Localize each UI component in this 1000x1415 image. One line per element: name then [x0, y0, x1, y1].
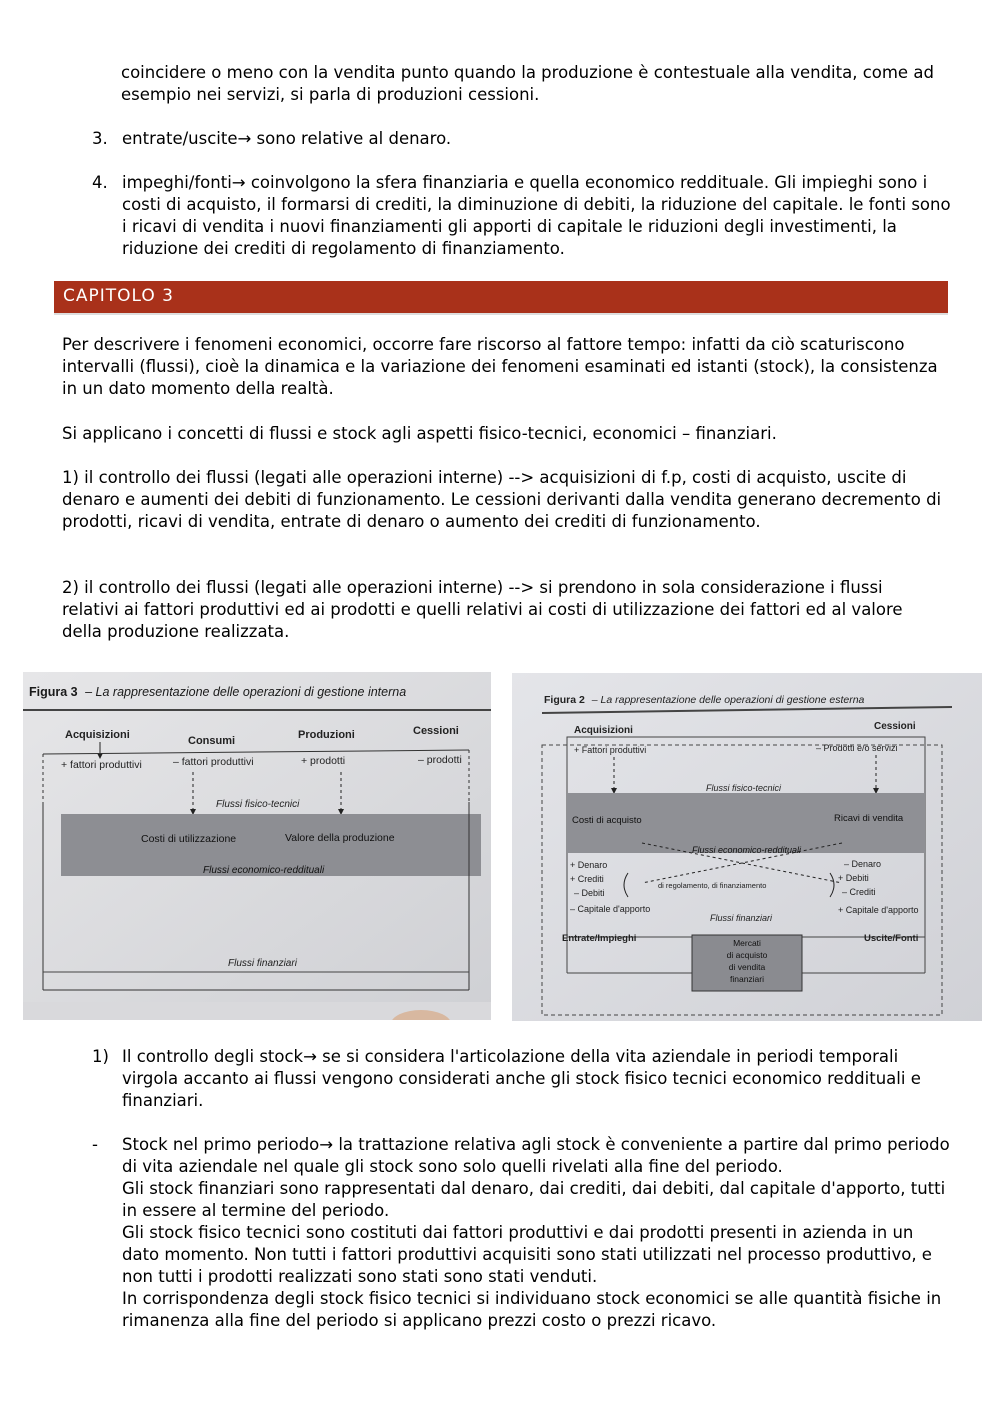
entrate-impieghi: Entrate/Impieghi [562, 933, 637, 944]
svg-text:Figura 3 – La rapprese [29, 685, 406, 699]
right-item-2: + Debiti [838, 873, 869, 883]
mercati-line-1: Mercati [733, 938, 761, 948]
col-cessioni: Cessioni [874, 721, 916, 732]
prodotti-minus: – Prodotti e/o servizi [816, 743, 898, 753]
fattori-minus: – fattori produttivi [173, 756, 254, 768]
col-consumi: Consumi [188, 735, 236, 747]
costi-acquisto: Costi di acquisto [572, 815, 642, 826]
list-text: Il controllo degli stock→ se si considera l'articolazione della vita aziendale in periodi temporali virgola accanto ai flussi vengono considerati anche gli stock fisico tecnici economico reddituali e finanziari. [122, 1047, 921, 1110]
stock-list-item-dash [92, 1134, 952, 1332]
flussi-economico-reddituali: Flussi economico-reddituali [203, 865, 325, 876]
left-item-4: – Capitale d'apporto [570, 904, 651, 914]
regolamento-label: di regolamento, di finanziamento [658, 881, 767, 890]
fattori-plus: + fattori produttivi [61, 759, 142, 771]
stock-economici: In corrispondenza degli stock fisico tecnici si individuano stock economici se alle quantità fisiche in rimanenza alla fine del periodo si applicano prezzi costo o prezzi ricavo. [122, 1289, 942, 1330]
col-acquisizioni: Acquisizioni [65, 729, 130, 741]
figure-3-image [23, 672, 491, 1020]
prodotti-plus: + prodotti [301, 755, 346, 767]
list-text: entrate/uscite→ sono relative al denaro. [122, 129, 452, 148]
prodotti-minus: – prodotti [418, 754, 462, 766]
list-item-3 [92, 128, 952, 150]
flussi-finanziari: Flussi finanziari [710, 913, 773, 923]
paragraph-flows-1: 1) il controllo dei flussi (legati alle operazioni interne) --> acquisizioni di f.p, costi di acquisto, uscite di denaro e aumenti dei debiti di funzionamento. Le cessioni derivanti dalla vendita generano decremento di prodotti, ricavi di vendita, entrate di denaro o aumento dei crediti di funzionamento. [62, 468, 942, 531]
right-item-1: – Denaro [844, 859, 882, 869]
list-number: 3. [92, 129, 108, 148]
fattori-plus: + Fattori produttivi [574, 745, 647, 755]
uscite-fonti: Uscite/Fonti [864, 933, 919, 944]
valore-produzione: Valore della produzione [285, 832, 395, 844]
paragraph-concepts: Si applicano i concetti di flussi e stock agli aspetti fisico-tecnici, economici – finanziari. [62, 424, 777, 443]
list-number: 4. [92, 173, 108, 192]
paragraph-intro: Per descrivere i fenomeni economici, occorre fare riscorso al fattore tempo: infatti da ciò scaturiscono intervalli (flussi), cioè la dinamica e la variazione dei fenomeni esaminati ed istanti (stock), la consistenza in un dato momento della realtà. [62, 335, 938, 398]
list-text: impeghi/fonti→ coinvolgono la sfera finanziaria e quella economico reddituale. Gli impieghi sono i costi di acquisto, il formarsi di crediti, la diminuzione di debiti, la riduzione del capitale. le fonti sono i ricavi di vendita i nuovi finanziamenti gli apporti di capitale le riduzioni degli investimenti, la riduzione dei crediti di regolamento di finanziamento. [122, 173, 951, 258]
left-item-2: + Crediti [570, 874, 604, 884]
left-item-3: – Debiti [574, 888, 605, 898]
flussi-fisico-tecnici: Flussi fisico-tecnici [706, 783, 782, 793]
ricavi-vendita: Ricavi di vendita [834, 813, 904, 824]
flussi-finanziari: Flussi finanziari [228, 958, 297, 969]
list-bullet: - [92, 1135, 98, 1154]
col-cessioni: Cessioni [413, 725, 459, 737]
figure-2-label: Figura 2 [544, 694, 585, 706]
paragraph-flows-2: 2) il controllo dei flussi (legati alle operazioni interne) --> si prendono in sola considerazione i flussi relativi ai fattori produttivi ed ai prodotti e quelli relativi ai costi di utilizzazione dei fattori ed al valore della produzione realizzata. [62, 578, 903, 641]
figure-2-image [512, 673, 982, 1021]
svg-text:Figura 2 – La rapprese [544, 694, 865, 706]
left-item-1: + Denaro [570, 860, 608, 870]
mercati-line-4: finanziari [729, 974, 765, 984]
list-continuation-text: coincidere o meno con la vendita punto quando la produzione è contestuale alla vendita, come ad esempio nei servizi, si parla di produzioni cessioni. [121, 63, 934, 104]
flussi-economico-reddituali: Flussi economico-reddituali [692, 845, 802, 855]
figure-3-caption: – La rappresentazione delle operazioni di gestione interna [85, 685, 407, 699]
figure-3-label: Figura 3 [29, 685, 78, 699]
mercati-line-2: di acquisto [726, 950, 768, 960]
list-item-4 [92, 172, 952, 260]
col-acquisizioni: Acquisizioni [574, 725, 633, 736]
right-item-3: – Crediti [842, 887, 876, 897]
stock-primo-periodo: Stock nel primo periodo→ la trattazione relativa agli stock è conveniente a partire dal primo periodo di vita aziendale nel quale gli stock sono solo quelli rivelati alla fine del periodo. [122, 1135, 950, 1176]
stock-list-item-1 [92, 1046, 952, 1112]
list-number: 1) [92, 1047, 109, 1066]
figure-2-caption: – La rappresentazione delle operazioni di gestione esterna [591, 694, 865, 706]
chapter-title: CAPITOLO 3 [63, 286, 174, 306]
col-produzioni: Produzioni [298, 729, 355, 741]
mercati-line-3: di vendita [728, 962, 766, 972]
right-item-4: + Capitale d'apporto [838, 905, 919, 915]
stock-fisico-tecnici: Gli stock fisico tecnici sono costituti dai fattori produttivi e dai prodotti presenti in azienda in un dato momento. Non tutti i fattori produttivi acquisiti sono stati utilizzati nel processo produttivo, e non tutti i prodotti realizzati sono stati sono stati venduti. [122, 1223, 932, 1286]
flussi-fisico-tecnici: Flussi fisico-tecnici [216, 799, 300, 810]
costi-utilizzazione: Costi di utilizzazione [141, 833, 237, 845]
stock-finanziari: Gli stock finanziari sono rappresentati dal denaro, dai crediti, dai debiti, dal capitale d'apporto, tutti in essere al termine del periodo. [122, 1179, 946, 1220]
chapter-heading-bar [54, 281, 948, 315]
